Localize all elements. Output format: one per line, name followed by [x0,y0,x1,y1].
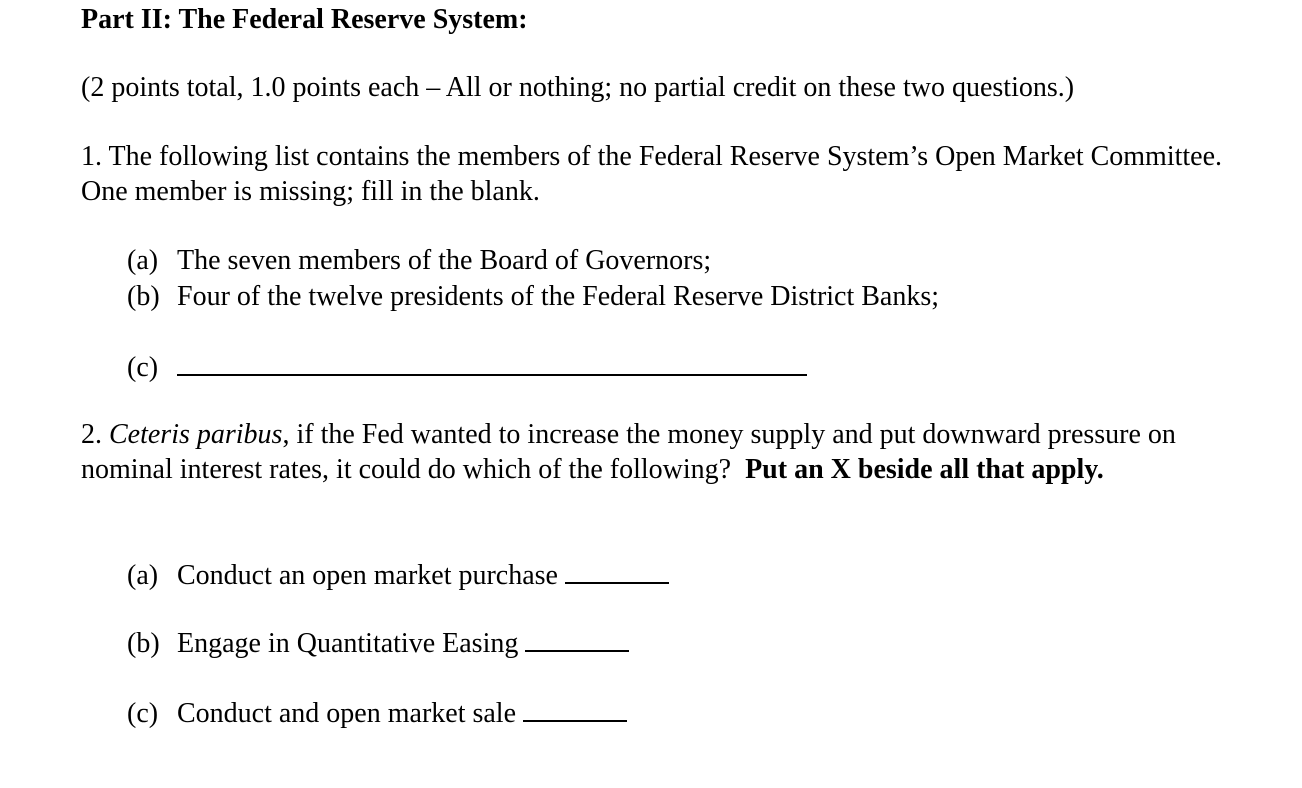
question-2-rest: , if the Fed wanted to increase the money supply and put downward pressure on [282,419,1176,450]
question-2-line-1 [81,417,1176,453]
question-2-option-a [127,556,669,594]
item-label: (b) [127,281,160,312]
option-text: Conduct an open market purchase [177,560,558,591]
answer-blank-q1c[interactable] [177,348,807,376]
question-1-item-c [127,348,807,386]
answer-blank-q2c[interactable] [523,694,627,722]
question-2-emphasis: Put an X beside all that apply. [745,454,1104,485]
question-2-option-b [127,624,629,662]
section-heading: Part II: The Federal Reserve System: [81,4,528,35]
item-text: The seven members of the Board of Governors; [177,245,712,276]
question-1-item-b [127,279,939,315]
question-2-line-2 [81,452,1104,488]
question-1-item-a [127,243,711,279]
option-text: Engage in Quantitative Easing [177,628,519,659]
question-2-option-c [127,694,627,732]
question-2-number: 2. [81,419,102,450]
item-label: (a) [127,245,159,276]
answer-blank-q2a[interactable] [565,556,669,584]
item-text: Four of the twelve presidents of the Federal Reserve District Banks; [177,281,940,312]
option-text: Conduct and open market sale [177,698,517,729]
answer-blank-q2b[interactable] [525,624,629,652]
option-label: (c) [127,698,159,729]
instructions-text: (2 points total, 1.0 points each – All or nothing; no partial credit on these two questions.) [81,72,1075,103]
option-label: (a) [127,560,159,591]
item-label: (c) [127,352,159,383]
question-2-text: nominal interest rates, it could do which of the following? [81,454,732,485]
question-2-term: Ceteris paribus [109,419,283,450]
question-1-line-1: 1. The following list contains the members of the Federal Reserve System’s Open Market Committee. [81,141,1223,172]
option-label: (b) [127,628,160,659]
question-1-line-2: One member is missing; fill in the blank. [81,176,540,207]
